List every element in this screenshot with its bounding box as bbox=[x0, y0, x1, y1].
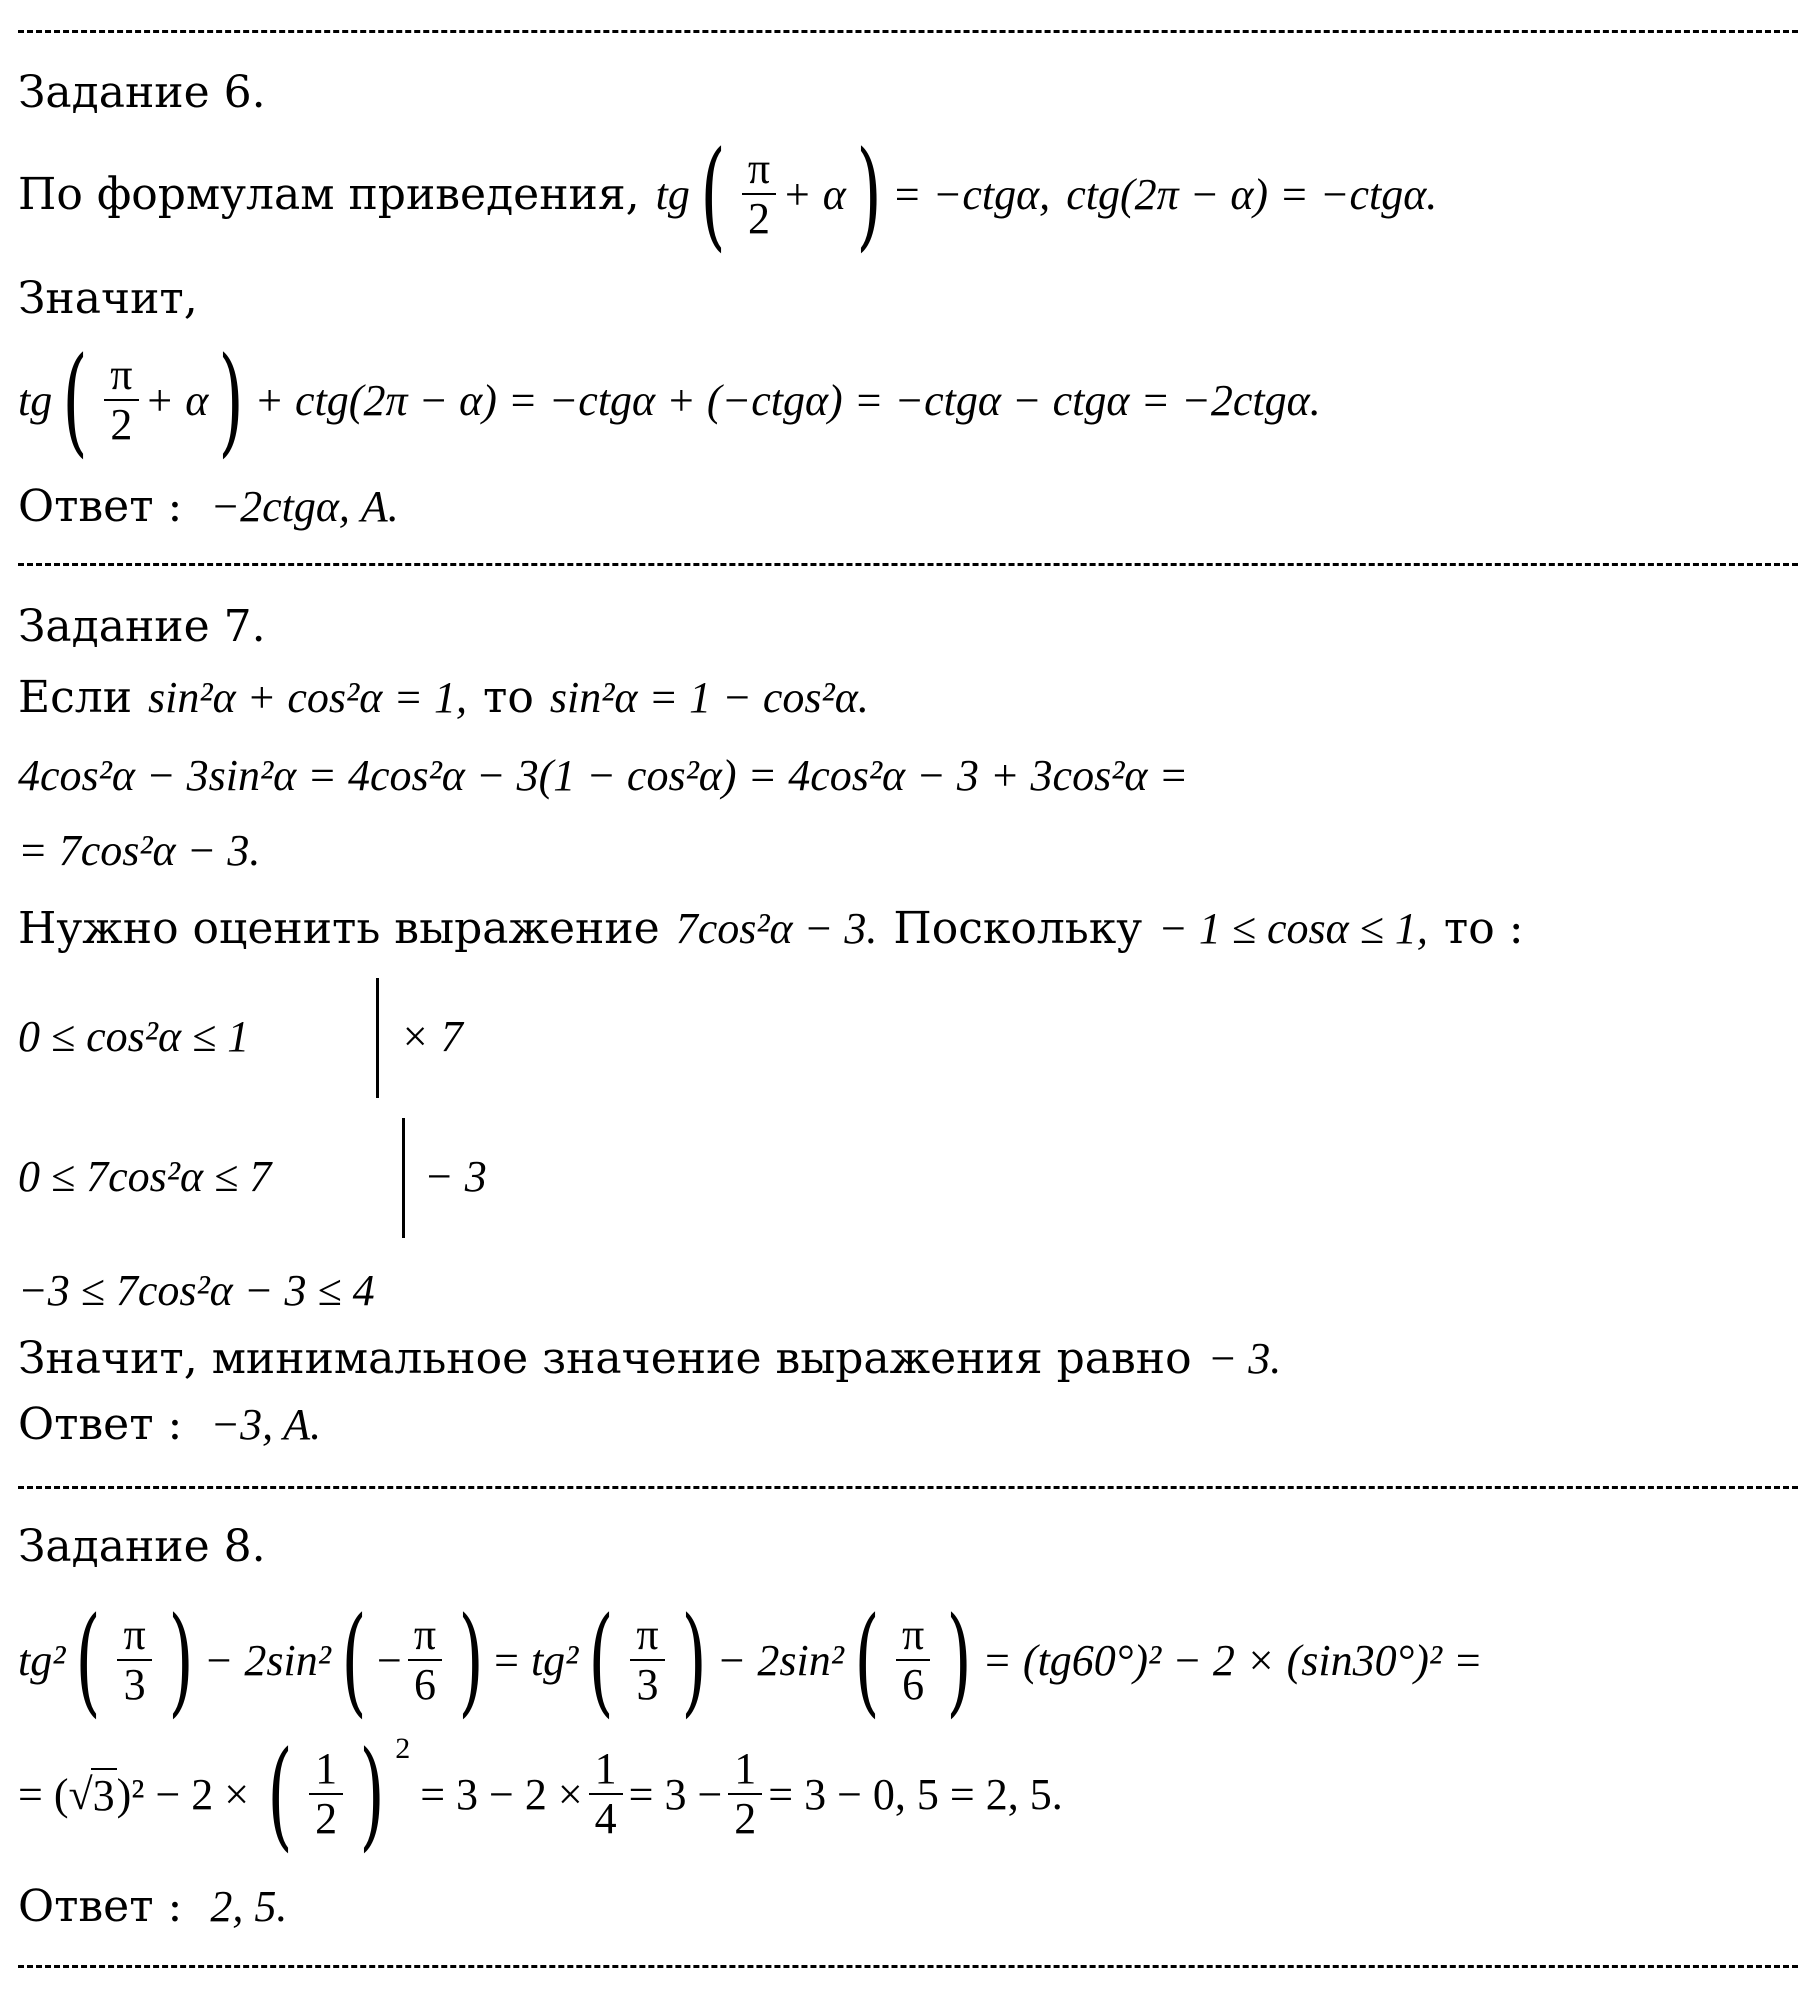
task7-line1: Если sin²α + cos²α = 1, то sin²α = 1 − cos²α. bbox=[18, 671, 869, 723]
task7-title: Задание 7. bbox=[18, 600, 266, 652]
sqrt-three: 3 bbox=[91, 1768, 117, 1821]
task6-answer: Ответ : −2ctgα, A. bbox=[18, 480, 399, 532]
dashed-separator bbox=[18, 563, 1798, 566]
fraction-pi-over-2: $\frac{\pi}{2}$ bbox=[742, 145, 776, 244]
task7-line2: 4cos²α − 3sin²α = 4cos²α − 3(1 − cos²α) = 4cos²α − 3 + 3cos²α = bbox=[18, 750, 1189, 800]
fraction-pi-over-6: $\frac{\pi}{6}$ bbox=[408, 1611, 442, 1710]
fraction-one-quarter: $\frac{1}{4}$ bbox=[589, 1745, 623, 1844]
task7-line4: Нужно оценить выражение 7cos²α − 3. Поскольку − 1 ≤ cosα ≤ 1, то : bbox=[18, 902, 1524, 954]
dashed-separator bbox=[18, 1486, 1798, 1489]
task7-ineq1: 0 ≤ cos²α ≤ 1 bbox=[18, 1011, 250, 1061]
task6-calc-line: tg ( $\frac{\pi}{2}$ + α ) + ctg(2π − α) = −ctgα + (−ctgα) = −ctgα − ctgα = −2ctgα. bbox=[18, 331, 1321, 469]
dashed-separator bbox=[18, 1965, 1798, 1968]
fraction-one-half: $\frac{1}{2}$ bbox=[728, 1745, 762, 1844]
task6-formula-line: По формулам приведения, tg ( $\frac{\pi}{2}$ + α ) = −ctgα, ctg(2π − α) = −ctgα. bbox=[18, 125, 1438, 263]
task8-title: Задание 8. bbox=[18, 1520, 266, 1572]
ineq-divider bbox=[376, 978, 379, 1098]
task7-conclusion: Значит, минимальное значение выражения равно − 3. bbox=[18, 1332, 1282, 1384]
fraction-pi-over-2: $\frac{\pi}{2}$ bbox=[104, 351, 138, 450]
ineq-divider bbox=[402, 1118, 405, 1238]
task7-line3: = 7cos²α − 3. bbox=[18, 825, 261, 875]
task8-line1: tg² ( $\frac{\pi}{3}$ ) − 2sin² ( − $\frac{\pi}{6}$ ) = tg² ( $\frac{\pi}{3}$ ) − 2sin² ( $\frac{\pi}{6}$ ) = (tg60°)² − 2 × (sin30°)² = bbox=[18, 1591, 1483, 1729]
task6-title: Задание 6. bbox=[18, 66, 266, 118]
task8-answer: Ответ : 2, 5. bbox=[18, 1880, 288, 1932]
fraction-pi-over-3: $\frac{\pi}{3}$ bbox=[630, 1611, 664, 1710]
task7-op1: × 7 bbox=[400, 1011, 463, 1061]
fraction-pi-over-6: $\frac{\pi}{6}$ bbox=[896, 1611, 930, 1710]
task7-op2: − 3 bbox=[424, 1151, 487, 1201]
task7-answer: Ответ : −3, A. bbox=[18, 1398, 322, 1450]
dashed-separator bbox=[18, 30, 1798, 33]
fraction-one-half: $\frac{1}{2}$ bbox=[309, 1745, 343, 1844]
task8-line2: = ( √ 3 )² − 2 × ( $\frac{1}{2}$ ) 2 = 3 − 2 × $\frac{1}{4}$ = 3 − $\frac{1}{2}$ = 3 − 0, 5 = 2, 5. bbox=[18, 1725, 1063, 1863]
task6-znachit: Значит, bbox=[18, 272, 198, 324]
task7-ineq3: −3 ≤ 7cos²α − 3 ≤ 4 bbox=[18, 1265, 375, 1315]
task7-ineq2: 0 ≤ 7cos²α ≤ 7 bbox=[18, 1151, 272, 1201]
fraction-pi-over-3: $\frac{\pi}{3}$ bbox=[117, 1611, 151, 1710]
